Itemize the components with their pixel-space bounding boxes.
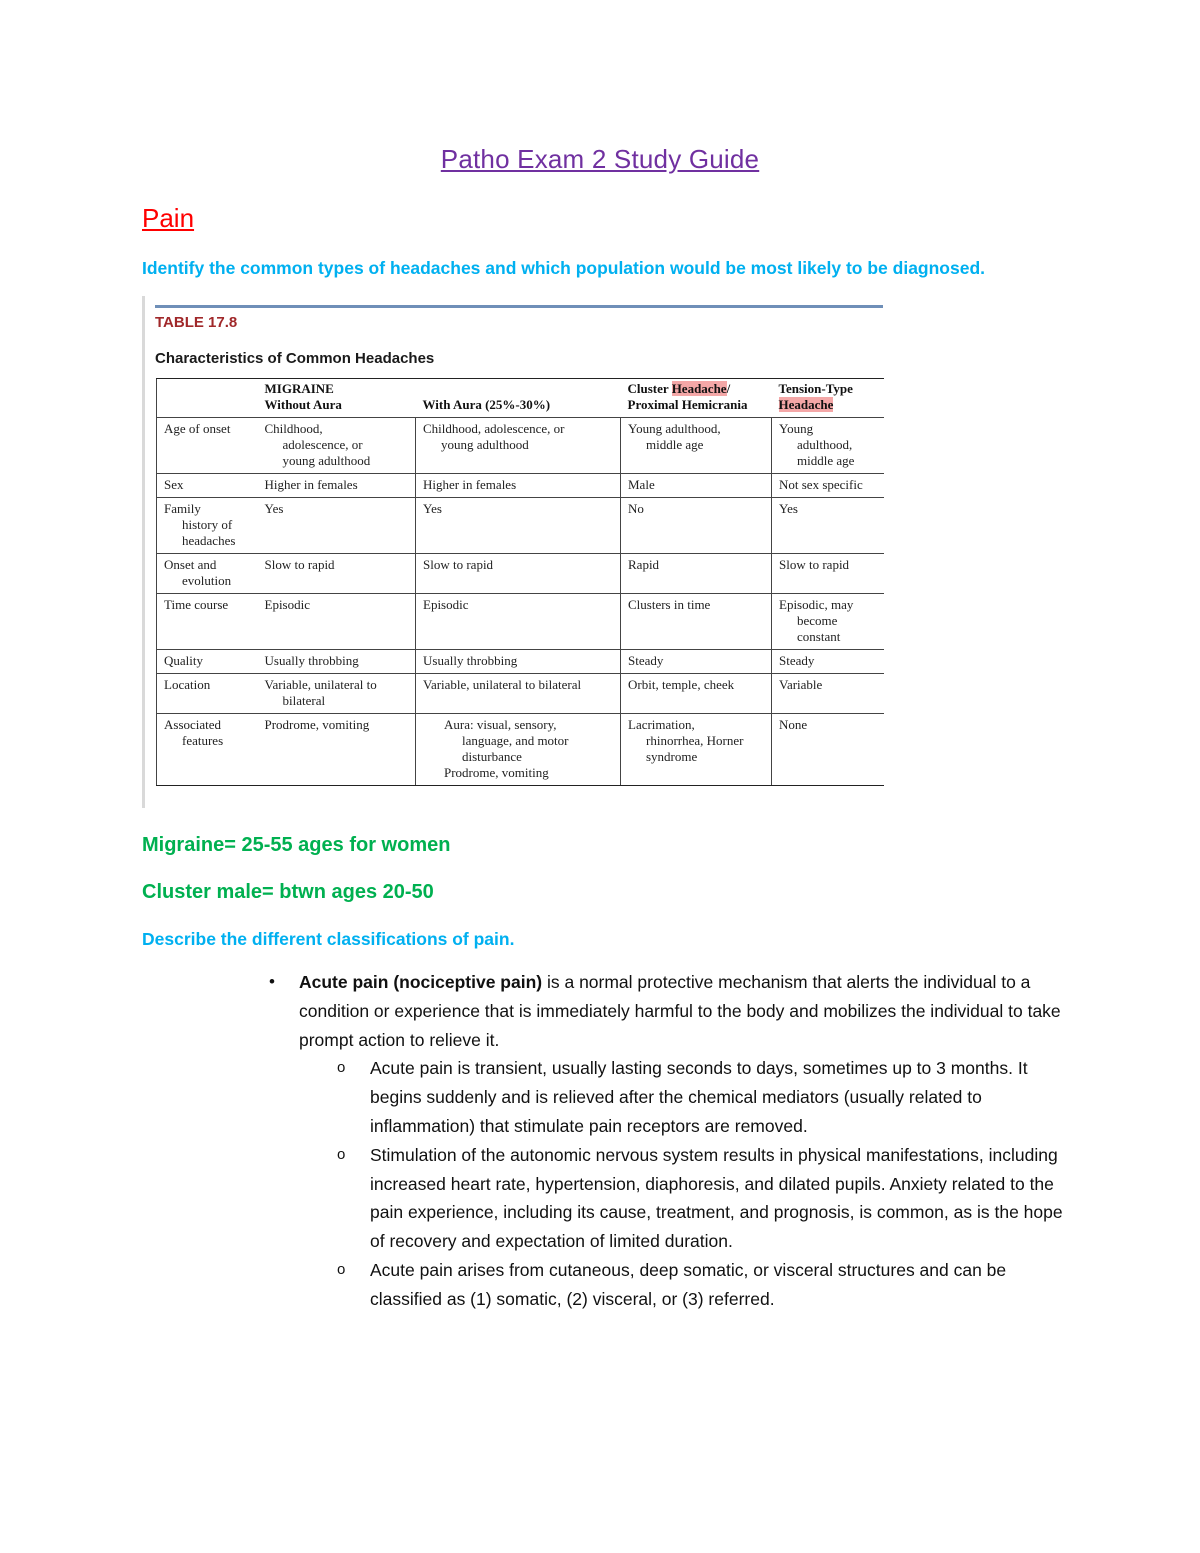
cluster-cell <box>621 650 772 674</box>
table-cell-line: middle age <box>646 437 704 452</box>
table-cell-line: evolution <box>182 573 232 588</box>
sub-bullet-text: Acute pain is transient, usually lasting seconds to days, sometimes up to 3 months. It begins suddenly and is relieved after the chemical mediators (usually related to inflammation) that stimulate pain receptors are removed. <box>370 1058 1028 1136</box>
table-cell-line: Episodic <box>264 597 310 612</box>
cluster-cell <box>621 554 772 594</box>
table-row <box>157 650 884 674</box>
header-tension-highlight: Headache <box>778 397 834 412</box>
note-cluster-ages: Cluster male= btwn ages 20-50 <box>142 881 434 903</box>
pain-classification-list <box>262 968 1072 1314</box>
without-aura-cell <box>258 674 416 714</box>
table-cell-line: No <box>628 501 644 516</box>
tension-type-cell <box>772 594 884 650</box>
with-aura-cell <box>416 498 621 554</box>
table-cell-line: Variable, unilateral to <box>264 677 377 692</box>
cluster-cell <box>621 714 772 786</box>
cluster-cell <box>621 498 772 554</box>
table-cell-line: Clusters in time <box>628 597 711 612</box>
table-row <box>157 474 884 498</box>
table-cell-line: Usually throbbing <box>423 653 518 668</box>
tension-type-cell <box>772 674 884 714</box>
list-item <box>262 968 1072 1054</box>
table-cell-line: Location <box>164 677 211 692</box>
table-cell-line: Prodrome, vomiting <box>444 765 549 780</box>
tension-type-cell <box>772 554 884 594</box>
table-cell-line: Usually throbbing <box>264 653 359 668</box>
table-cell-line: Slow to rapid <box>423 557 494 572</box>
table-cell-line: Family <box>164 501 201 516</box>
table-row <box>157 554 884 594</box>
sub-bullet-icon: o <box>337 1145 346 1163</box>
sub-list-item <box>262 1256 1072 1314</box>
tension-type-cell <box>772 498 884 554</box>
table-cell-line: Yes <box>264 501 284 516</box>
document-title: Patho Exam 2 Study Guide <box>440 144 760 174</box>
header-cell-cluster <box>621 379 772 418</box>
table-row <box>157 714 884 786</box>
header-cell-without-aura <box>258 379 416 418</box>
header-cluster-post: / <box>726 381 731 396</box>
table-cell-line: Steady <box>628 653 664 668</box>
table-row <box>157 674 884 714</box>
cluster-cell <box>621 474 772 498</box>
table-cell-line: Episodic, may <box>779 597 854 612</box>
header-cluster-pre: Cluster <box>627 381 672 396</box>
table-cell-line: Variable, unilateral to bilateral <box>423 677 582 692</box>
table-cell-line: None <box>779 717 808 732</box>
with-aura-cell <box>416 418 621 474</box>
table-cell-line: Childhood, adolescence, or <box>423 421 565 436</box>
headache-characteristics-table <box>156 378 884 786</box>
sub-bullet-icon: o <box>337 1260 346 1278</box>
table-number: TABLE 17.8 <box>155 314 238 331</box>
table-cell-line: Rapid <box>628 557 660 572</box>
with-aura-cell <box>416 714 621 786</box>
table-cell-line: Young adulthood, <box>628 421 721 436</box>
without-aura-cell <box>258 554 416 594</box>
table-cell-line: adolescence, or <box>282 437 363 452</box>
table-cell-line: Young <box>779 421 814 436</box>
table-cell-line: Quality <box>164 653 203 668</box>
tension-type-cell <box>772 418 884 474</box>
table-cell-line: young adulthood <box>441 437 529 452</box>
table-cell-line: become <box>797 613 838 628</box>
bullet-icon: • <box>269 972 275 991</box>
headache-table-figure <box>142 296 885 808</box>
header-migraine: MIGRAINE <box>264 381 334 396</box>
sub-list-item <box>262 1054 1072 1140</box>
table-cell-line: Variable <box>779 677 823 692</box>
cluster-cell <box>621 594 772 650</box>
row-label-cell <box>157 474 258 498</box>
without-aura-cell <box>258 498 416 554</box>
table-cell-line: middle age <box>797 453 855 468</box>
table-cell-line: Childhood, <box>264 421 323 436</box>
table-header-row <box>157 379 884 418</box>
sub-list-item <box>262 1141 1072 1256</box>
without-aura-cell <box>258 474 416 498</box>
table-cell-line: Not sex specific <box>779 477 863 492</box>
table-cell-line: headaches <box>182 533 236 548</box>
acute-pain-term: Acute pain (nociceptive pain) <box>299 972 543 992</box>
row-label-cell <box>157 498 258 554</box>
row-label-cell <box>157 714 258 786</box>
with-aura-cell <box>416 554 621 594</box>
table-cell-line: Aura: visual, sensory, <box>444 717 557 732</box>
without-aura-cell <box>258 650 416 674</box>
question-pain-classifications: Describe the different classifications of pain. <box>142 929 515 949</box>
table-cell-line: Slow to rapid <box>264 557 335 572</box>
table-cell-line: Sex <box>164 477 184 492</box>
table-cell-line: Orbit, temple, cheek <box>628 677 735 692</box>
sub-bullet-text: Acute pain arises from cutaneous, deep somatic, or visceral structures and can be classified as (1) somatic, (2) visceral, or (3) referred. <box>370 1259 1007 1309</box>
table-cell-line: Higher in females <box>423 477 517 492</box>
table-cell-line: rhinorrhea, Horner <box>646 733 744 748</box>
table-cell-line: Steady <box>779 653 815 668</box>
table-cell-line: Slow to rapid <box>779 557 850 572</box>
row-label-cell <box>157 418 258 474</box>
sub-bullet-icon: o <box>337 1059 346 1077</box>
without-aura-cell <box>258 714 416 786</box>
table-cell-line: constant <box>797 629 841 644</box>
note-migraine-ages: Migraine= 25-55 ages for women <box>142 834 451 856</box>
table-cell-line: Lacrimation, <box>628 717 695 732</box>
table-row <box>157 498 884 554</box>
cluster-cell <box>621 674 772 714</box>
table-caption: Characteristics of Common Headaches <box>155 350 435 367</box>
header-tension-line1: Tension-Type <box>778 381 853 396</box>
question-headache-types: Identify the common types of headaches and which population would be most likely to be diagnosed. <box>142 258 986 278</box>
with-aura-cell <box>416 474 621 498</box>
header-cell-tension <box>772 379 884 418</box>
without-aura-cell <box>258 594 416 650</box>
with-aura-cell <box>416 650 621 674</box>
table-cell-line: bilateral <box>282 693 326 708</box>
table-cell-line: Age of onset <box>164 421 231 436</box>
table-cell-line: young adulthood <box>282 453 371 468</box>
table-body <box>157 418 884 786</box>
table-cell-line: features <box>182 733 224 748</box>
table-cell-line: Prodrome, vomiting <box>264 717 370 732</box>
with-aura-cell <box>416 594 621 650</box>
without-aura-cell <box>258 418 416 474</box>
header-with-aura: With Aura (25%-30%) <box>422 397 551 412</box>
table-cell-line: Onset and <box>164 557 217 572</box>
table-cell-line: adulthood, <box>797 437 853 452</box>
row-label-cell <box>157 554 258 594</box>
section-heading-pain: Pain <box>142 203 195 233</box>
table-cell-line: Male <box>628 477 655 492</box>
table-cell-line: Yes <box>423 501 442 516</box>
cluster-cell <box>621 418 772 474</box>
table-cell-line: syndrome <box>646 749 698 764</box>
table-cell-line: Associated <box>164 717 222 732</box>
row-label-cell <box>157 650 258 674</box>
row-label-cell <box>157 674 258 714</box>
table-row <box>157 418 884 474</box>
table-cell-line: Episodic <box>423 597 469 612</box>
row-label-cell <box>157 594 258 650</box>
table-cell-line: language, and motor <box>462 733 569 748</box>
tension-type-cell <box>772 474 884 498</box>
tension-type-cell <box>772 650 884 674</box>
tension-type-cell <box>772 714 884 786</box>
acute-pain-definition: is a normal protective mechanism that alerts the individual to a condition or experience that is immediately harmful to the body and mobilizes the individual to take prompt action to relieve it. <box>299 972 1061 1050</box>
header-cluster-highlight: Headache <box>671 381 727 396</box>
header-cell-blank <box>157 379 258 418</box>
with-aura-cell <box>416 674 621 714</box>
sub-bullet-text: Stimulation of the autonomic nervous system results in physical manifestations, including increased heart rate, hypertension, diaphoresis, and dilated pupils. Anxiety related to the pain experience, including its cause, treatment, and prognosis, is common, as is the hope of recovery and expectation of limited duration. <box>370 1144 1063 1252</box>
header-without-aura: Without Aura <box>264 397 342 412</box>
table-cell-line: Time course <box>164 597 229 612</box>
table-cell-line: history of <box>182 517 233 532</box>
table-row <box>157 594 884 650</box>
table-cell-line: disturbance <box>462 749 522 764</box>
table-cell-line: Yes <box>779 501 798 516</box>
header-cell-with-aura <box>416 379 621 418</box>
header-cluster-line2: Proximal Hemicrania <box>627 397 748 412</box>
table-cell-line: Higher in females <box>264 477 358 492</box>
table-top-rule <box>155 305 883 308</box>
